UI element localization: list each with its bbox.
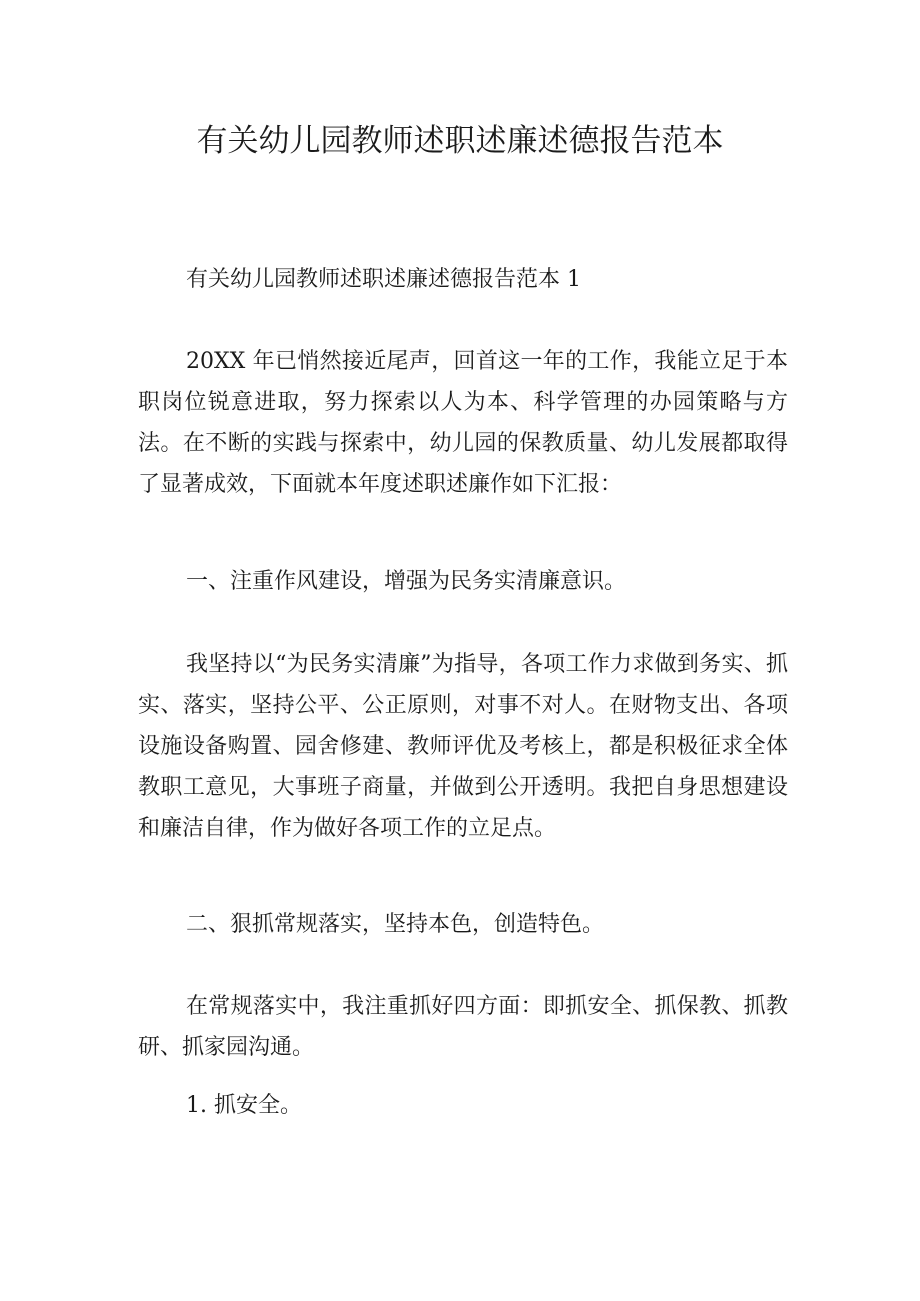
subsection-heading: 1. 抓安全。 (186, 1093, 302, 1118)
section-heading: 有关幼儿园教师述职述廉述德报告范本 1 (186, 267, 581, 292)
intro-paragraph: 20XX 年已悄然接近尾声，回首这一年的工作，我能立足于本职岗位锐意进取，努力探索以人为本、科学管理的办园策略与方法。在不断的实践与探索中，幼儿园的保教质量、幼儿发展都取得了显著成效，下面就本年度述职述廉作如下汇报： (138, 349, 788, 497)
section-heading: 二、狠抓常规落实，坚持本色，创造特色。 (186, 912, 605, 937)
body-paragraph: 在常规落实中，我注重抓好四方面：即抓安全、抓保教、抓教研、抓家园沟通。 (138, 994, 788, 1060)
body-paragraph: 我坚持以“为民务实清廉”为指导，各项工作力求做到务实、抓实、落实，坚持公平、公正原则，对事不对人。在财物支出、各项设施设备购置、园舍修建、教师评优及考核上，都是积极征求全体教职工意见，大事班子商量，并做到公开透明。我把自身思想建设和廉洁自律，作为做好各项工作的立足点。 (138, 652, 788, 841)
document-title: 有关幼儿园教师述职述廉述德报告范本 (196, 123, 724, 159)
section-heading: 一、注重作风建设，增强为民务实清廉意识。 (186, 569, 627, 594)
